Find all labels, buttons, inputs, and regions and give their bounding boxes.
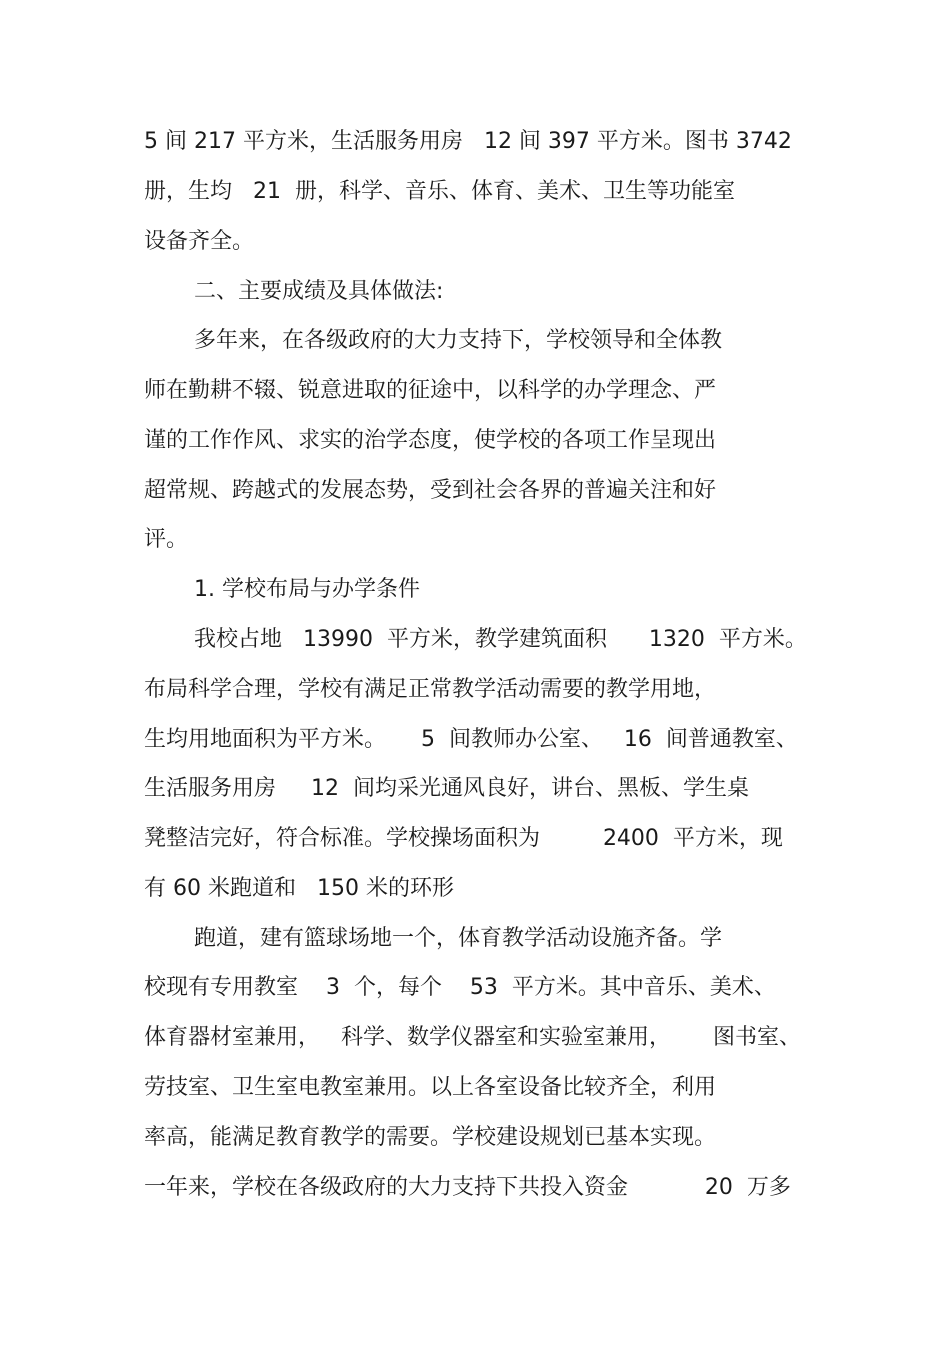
text-line-21: 率高，能满足教育教学的需要。学校建设规划已基本实现。 <box>144 1125 717 1150</box>
text-line-19: 体育器材室兼用， 科学、数学仪器室和实验室兼用， 图书室、 <box>144 1025 801 1050</box>
text-line-3: 设备齐全。 <box>144 229 255 254</box>
text-line-5: 多年来，在各级政府的大力支持下，学校领导和全体教 <box>194 328 723 353</box>
text-line-6: 师在勤耕不辍、锐意进取的征途中，以科学的办学理念、严 <box>144 378 717 403</box>
text-line-16: 有 60 米跑道和 150 米的环形 <box>144 876 454 901</box>
text-line-2: 册，生均 21 册，科学、音乐、体育、美术、卫生等功能室 <box>144 179 735 204</box>
subsection-heading: 1. 学校布局与办学条件 <box>194 577 420 602</box>
text-line-17: 跑道，建有篮球场地一个，体育教学活动设施齐备。学 <box>194 926 723 951</box>
text-line-9: 评。 <box>144 527 189 552</box>
text-line-22: 一年来，学校在各级政府的大力支持下共投入资金 20 万多 <box>144 1175 791 1200</box>
text-line-13: 生均用地面积为平方米。 5 间教师办公室、 16 间普通教室、 <box>144 727 798 752</box>
text-line-8: 超常规、跨越式的发展态势，受到社会各界的普遍关注和好 <box>144 478 717 503</box>
text-line-11: 我校占地 13990 平方米，教学建筑面积 1320 平方米。 <box>194 627 807 652</box>
text-line-7: 谨的工作作风、求实的治学态度，使学校的各项工作呈现出 <box>144 428 717 453</box>
text-line-1: 5 间 217 平方米，生活服务用房 12 间 397 平方米。图书 3742 <box>144 129 792 154</box>
text-line-15: 凳整洁完好，符合标准。学校操场面积为 2400 平方米，现 <box>144 826 783 851</box>
text-line-14: 生活服务用房 12 间均采光通风良好，讲台、黑板、学生桌 <box>144 776 749 801</box>
text-line-20: 劳技室、卫生室电教室兼用。以上各室设备比较齐全，利用 <box>144 1075 717 1100</box>
section-heading: 二、主要成绩及具体做法: <box>194 279 444 304</box>
text-line-18: 校现有专用教室 3 个，每个 53 平方米。其中音乐、美术、 <box>144 975 776 1000</box>
text-line-12: 布局科学合理，学校有满足正常教学活动需要的教学用地， <box>144 677 717 702</box>
